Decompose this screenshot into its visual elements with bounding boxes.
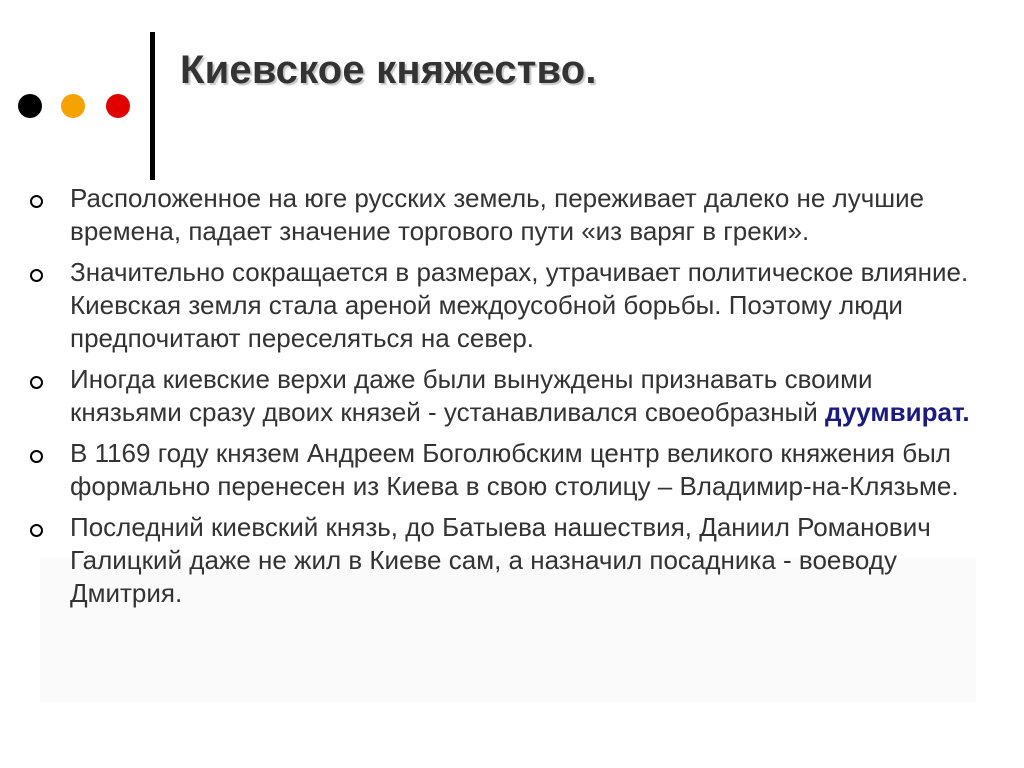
black-dot-icon	[18, 94, 42, 118]
circle-bullet-icon	[30, 195, 43, 208]
bullet-item	[30, 511, 990, 610]
bullet-item	[30, 437, 990, 503]
bullet-text: В 1169 году князем Андреем Боголюбским центр великого княжения был формально перенесен из Киева в свою столицу – Владимир-на-Клязьме.	[70, 438, 959, 501]
circle-bullet-icon	[30, 450, 43, 463]
bullet-text: Иногда киевские верхи даже были вынуждены признавать своими князьями сразу двоих князей - устанавливался своеобразный	[70, 364, 873, 427]
bullet-item	[30, 182, 990, 248]
bullet-list	[30, 182, 990, 618]
bullet-text: Последний киевский князь, до Батыева нашествия, Даниил Романович Галицкий даже не жил в Киеве сам, а назначил посадника - воеводу Дмитрия.	[70, 512, 931, 608]
highlighted-term: дуумвират.	[825, 397, 970, 427]
circle-bullet-icon	[30, 269, 43, 282]
slide-title: Киевское княжество.	[180, 48, 597, 92]
circle-bullet-icon	[30, 376, 43, 389]
bullet-text: Расположенное на юге русских земель, переживает далеко не лучшие времена, падает значение торгового пути «из варяг в греки».	[70, 183, 925, 246]
bullet-text: Значительно сокращается в размерах, утрачивает политическое влияние. Киевская земля стала ареной междоусобной борьбы. Поэтому люди предпочитают переселяться на север.	[70, 257, 969, 353]
bullet-item	[30, 256, 990, 355]
red-dot-icon	[106, 94, 130, 118]
orange-dot-icon	[61, 94, 85, 118]
decorative-dots	[18, 94, 138, 122]
bullet-item	[30, 363, 990, 429]
title-divider	[150, 32, 155, 180]
circle-bullet-icon	[30, 524, 43, 537]
